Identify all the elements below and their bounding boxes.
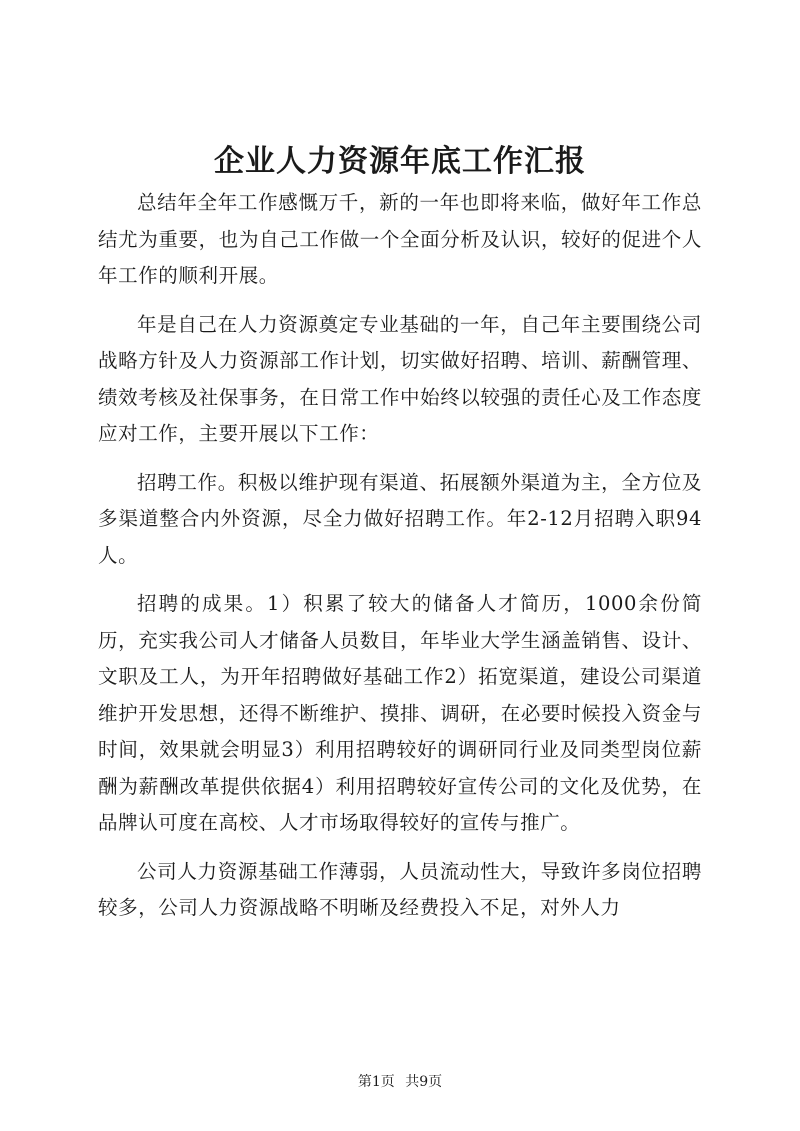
paragraph: 招聘工作。积极以维护现有渠道、拓展额外渠道为主，全方位及多渠道整合内外资源，尽全力做好招聘工作。年2-12月招聘入职94人。 — [98, 470, 702, 567]
page-number: 第1页 — [357, 1074, 395, 1090]
paragraph: 年是自己在人力资源奠定专业基础的一年，自己年主要围绕公司战略方针及人力资源部工作计划，切实做好招聘、培训、薪酬管理、绩效考核及社保事务，在日常工作中始终以较强的责任心及工作态度应对工作，主要开展以下工作： — [98, 312, 702, 445]
page-footer — [0, 1072, 800, 1092]
document-body — [98, 185, 702, 939]
paragraph: 总结年全年工作感慨万千，新的一年也即将来临，做好年工作总结尤为重要，也为自己工作做一个全面分析及认识，较好的促进个人年工作的顺利开展。 — [98, 191, 702, 287]
document-title: 企业人力资源年底工作汇报 — [214, 144, 586, 179]
page-total: 共9页 — [405, 1074, 443, 1090]
paragraph: 招聘的成果。1）积累了较大的储备人才简历，1000余份简历，充实我公司人才储备人员数目，年毕业大学生涵盖销售、设计、文职及工人，为开年招聘做好基础工作2）拓宽渠道，建设公司渠道维护开发思想，还得不断维护、摸排、调研，在必要时候投入资金与时间，效果就会明显3）利用招聘较好的调研同行业及同类型岗位薪酬为薪酬改革提供依据4）利用招聘较好宣传公司的文化及优势，在品牌认可度在高校、人才市场取得较好的宣传与推广。 — [98, 592, 702, 834]
paragraph: 公司人力资源基础工作薄弱，人员流动性大，导致许多岗位招聘较多，公司人力资源战略不明晰及经费投入不足，对外人力 — [98, 859, 702, 919]
